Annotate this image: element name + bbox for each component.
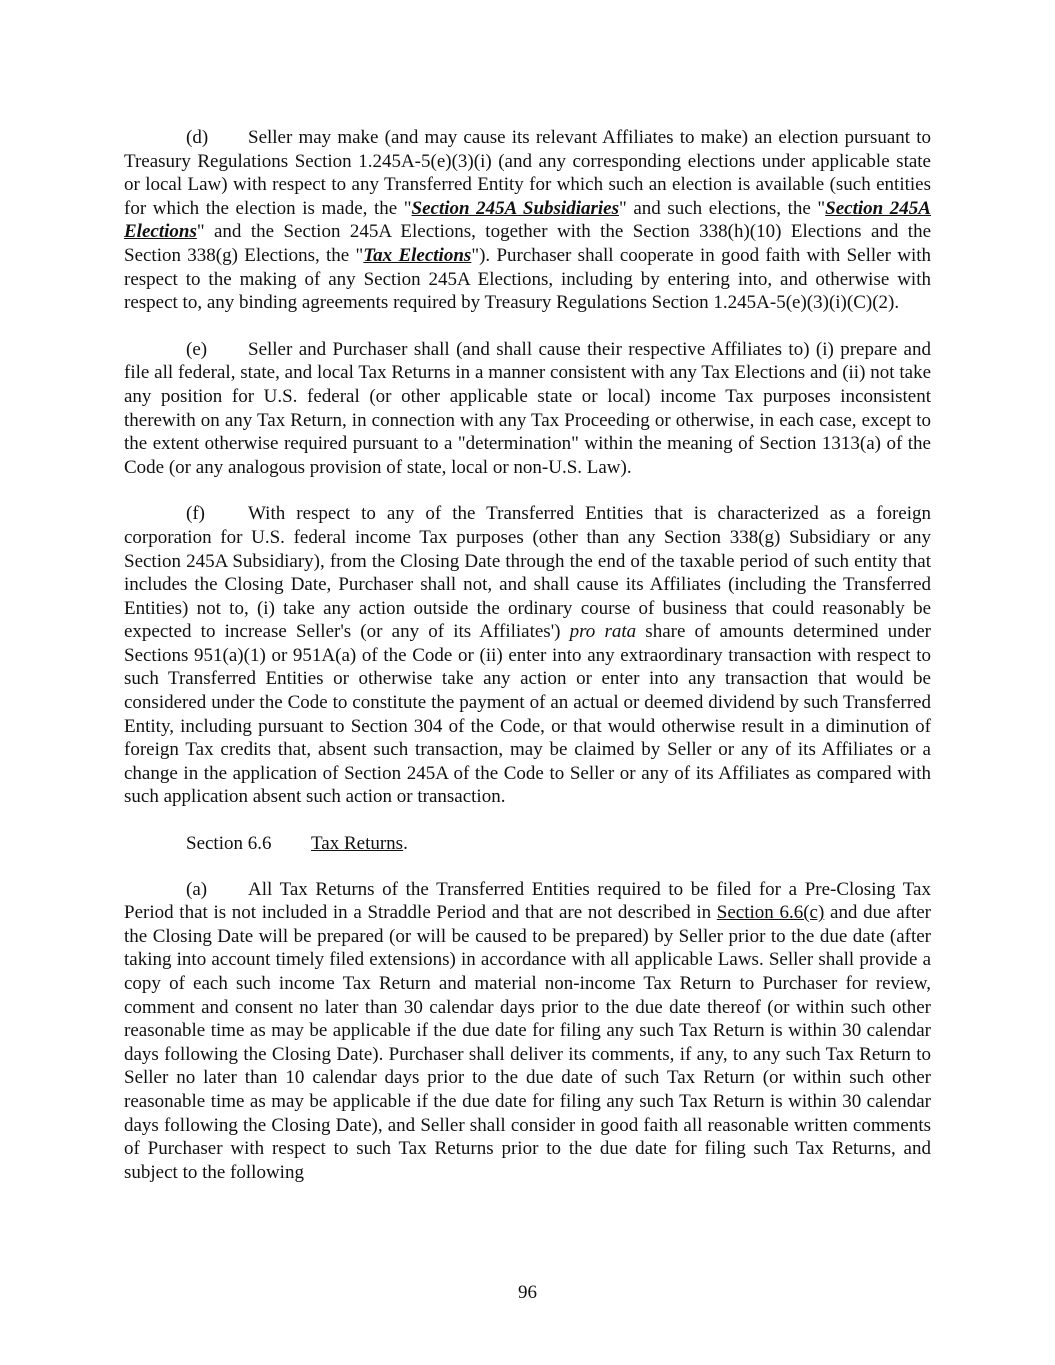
- section-number: Section 6.6: [186, 833, 272, 855]
- paragraph-text: share of amounts determined under Sections 951(a)(1) or 951A(a) of the Code or (ii) enter into any extraordinary transaction with respect to such Transferred Entities or otherwise take any action or enter into any transaction that would be considered under the Code to constitute the payment of an actual or deemed dividend by such Transferred Entity, including pursuant to Section 304 of the Code, or that would otherwise result in a diminution of foreign Tax credits that, absent such transaction, may be claimed by Seller or any of its Affiliates or a change in the application of Section 245A of the Code to Seller or any of its Affiliates as compared with such application absent such action or transaction.: [124, 621, 931, 808]
- paragraph-text: and due after the Closing Date will be prepared (or will be caused to be prepared) by Seller prior to the due date (after taking into account timely filed extensions) in accordance with all applicable Laws. Seller shall provide a copy of each such income Tax Return and material non-income Tax Return to Purchaser for review, comment and consent no later than 30 calendar days prior to the due date thereof (or within such other reasonable time as may be applicable if the due date for filing any such Tax Return is within 30 calendar days following the Closing Date). Purchaser shall deliver its comments, if any, to any such Tax Return to Seller no later than 10 calendar days prior to the due date of such Tax Return (or within such other reasonable time as may be applicable if the due date for filing any such Tax Return is within 30 calendar days following the Closing Date), and Seller shall consider in good faith all reasonable written comments of Purchaser with respect to such Tax Returns prior to the due date for filing such Tax Returns, and subject to the following: [124, 902, 932, 1183]
- paragraph-label: (a): [186, 878, 208, 900]
- paragraph-label: (d): [186, 127, 209, 148]
- paragraph-d: [124, 126, 931, 315]
- paragraph-text: " and such elections, the ": [618, 197, 826, 219]
- paragraph-text: With respect to any of the Transferred Entities that is characterized as a foreign corporation for U.S. federal income Tax purposes (other than any Section 338(g) Subsidiary or any Section 245A Subsidiary), from the Closing Date through the end of the taxable period of such entity that includes the Closing Date, Purchaser shall not, and shall cause its Affiliates (including the Transferred Entities) not to, (i) take any action outside the ordinary course of business that could reasonably be expected to increase Seller's (or any of its Affiliates'): [124, 503, 931, 643]
- paragraph-label: (e): [186, 338, 208, 360]
- italic-term: pro rata: [569, 621, 637, 643]
- paragraph-e: [124, 338, 931, 480]
- defined-term: Section 245A Subsidiaries: [411, 197, 619, 219]
- paragraph-f: [124, 502, 931, 809]
- defined-term: Tax Elections: [363, 244, 472, 266]
- paragraph-text: Seller and Purchaser shall (and shall cause their respective Affiliates to) (i) prepare and file all federal, state, and local Tax Returns in a manner consistent with any Tax Elections and (ii) not take any position for U.S. federal (or other applicable state or local) income Tax purposes inconsistent therewith on any Tax Return, in connection with any Tax Proceeding or otherwise, in each case, except to the extent otherwise required pursuant to a "determination" within the meaning of Section 1313(a) of the Code (or any analogous provision of state, local or non-U.S. Law).: [124, 338, 931, 478]
- section-heading: [124, 832, 931, 856]
- defined-term: Section 245A Elections: [124, 197, 931, 243]
- paragraph-text: "). Purchaser shall cooperate in good faith with Seller with respect to the making of any Section 245A Elections, including by entering into, and otherwise with respect to, any binding agreements required by Treasury Regulations Section 1.245A-5(e)(3)(i)(C)(2).: [124, 244, 931, 314]
- section-title-period: .: [403, 833, 408, 855]
- paragraph-text: All Tax Returns of the Transferred Entities required to be filed for a Pre-Closing Tax Period that is not included in a Straddle Period and that are not described in: [124, 878, 931, 924]
- paragraph-label: (f): [186, 503, 205, 525]
- section-title: Tax Returns: [311, 833, 404, 855]
- paragraph-text: " and the Section 245A Elections, together with the Section 338(h)(10) Elections and the Section 338(g) Elections, the ": [124, 221, 931, 266]
- paragraph-6-6-a: [124, 878, 931, 1185]
- page-number: 96: [518, 1282, 537, 1303]
- section-reference: Section 6.6(c): [716, 902, 825, 924]
- paragraph-text: Seller may make (and may cause its relevant Affiliates to make) an election pursuant to Treasury Regulations Section 1.245A-5(e)(3)(i) (and any corresponding elections under applicable state or local Law) with respect to any Transferred Entity for which such an election is available (such entities for which the election is made, the ": [124, 127, 931, 219]
- document-body: [124, 126, 931, 1207]
